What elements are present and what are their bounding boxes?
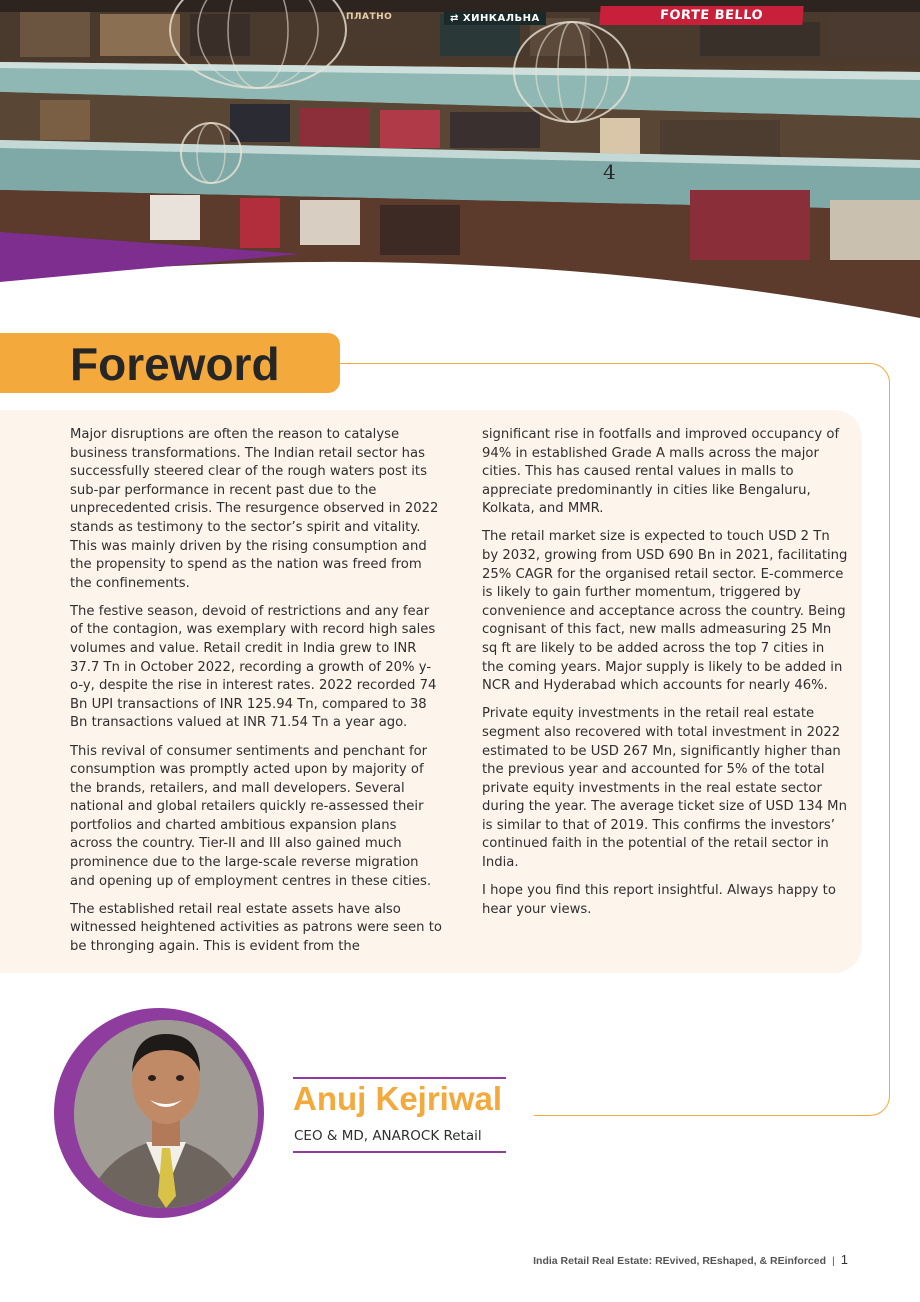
forte-bello-sign: FORTE BELLO (599, 6, 803, 25)
paragraph: Private equity investments in the retail real estate segment also recovered with total investment in 2022 estimated to be USD 267 Mn, significantly higher than the previous year and accounted for 5% of the total private equity investments in the real estate sector during the year. The average ticket size of USD 134 Mn is similar to that of 2019. This confirms the investors’ continued faith in the potential of the retail sector in India. (482, 706, 847, 871)
paragraph: The festive season, devoid of restrictions and any fear of the contagion, was exemplary with record high sales volumes and value. Retail credit in India grew to INR 37.7 Tn in October 2022, recording a growth of 20% y-o-y, despite the rise in interest rates. 2022 recorded 74 Bn UPI transactions of INR 125.94 Tn, compared to 38 Bn transactions valued at INR 71.54 Tn a year ago. (70, 603, 437, 731)
page-number: 1 (840, 1252, 848, 1267)
platno-sign: ПЛАТНО (346, 12, 393, 22)
floor-number-sign: 4 (603, 160, 617, 184)
paragraph: This revival of consumer sentiments and penchant for consumption was promptly acted upon by majority of the brands, retailers, and mall developers. Several national and global retailers quickly re-assessed their portfolios and charted ambitious expansion plans across the country. Tier-II and III also gained much prominence due to the large-scale reverse migration and opening up of employment centres in these cities. (70, 743, 432, 889)
paragraph: The retail market size is expected to touch USD 2 Tn by 2032, growing from USD 690 Bn in 2021, facilitating 25% CAGR for the organised retail sector. E-commerce is likely to gain further momentum, triggered by convenience and acceptance across the country. Being cognisant of this fact, new malls admeasuring 25 Mn sq ft are likely to be added across the top 7 cities in the coming years. Major supply is likely to be added in NCR and Hyderabad which accounts for nearly 46%. (482, 529, 848, 694)
portrait-illustration (74, 1020, 258, 1208)
name-rule-bottom (293, 1151, 506, 1153)
khinkalnaya-sign: ⇄ ХИНКАЛЬНА (444, 12, 546, 25)
author-role: CEO & MD, ANAROCK Retail (294, 1128, 482, 1144)
footer-separator: | (832, 1255, 835, 1267)
author-portrait (74, 1020, 258, 1208)
paragraph: significant rise in footfalls and improved occupancy of 94% in established Grade A malls across the major cities. This has caused rental values in malls to appreciate predominantly in cities like Bengaluru, Kolkata, and MMR. (482, 427, 840, 517)
mall-atrium-illustration (0, 0, 920, 320)
page-title: Foreword (70, 338, 280, 390)
paragraph: Major disruptions are often the reason to catalyse business transformations. The Indian retail sector has successfully steered clear of the rough waters post its sub-par performance in recent past due to the unprecedented crisis. The resurgence observed in 2022 stands as testimony to the sector’s spirit and vitality. This was mainly driven by the rising consumption and the propensity to spend as the nation was freed from the confinements. (70, 427, 439, 591)
paragraph: I hope you find this report insightful. Always happy to hear your views. (482, 883, 836, 917)
right-column (482, 426, 850, 929)
footer-report-title: India Retail Real Estate: REvived, REshaped, & REinforced (533, 1255, 827, 1267)
author-name: Anuj Kejriwal (293, 1080, 503, 1117)
page-footer (533, 1252, 848, 1267)
left-column (70, 426, 442, 966)
paragraph: The established retail real estate assets have also witnessed heightened activities as patrons were seen to be thronging again. This is evident from the (70, 901, 442, 954)
hero-mall-photo (0, 0, 920, 320)
